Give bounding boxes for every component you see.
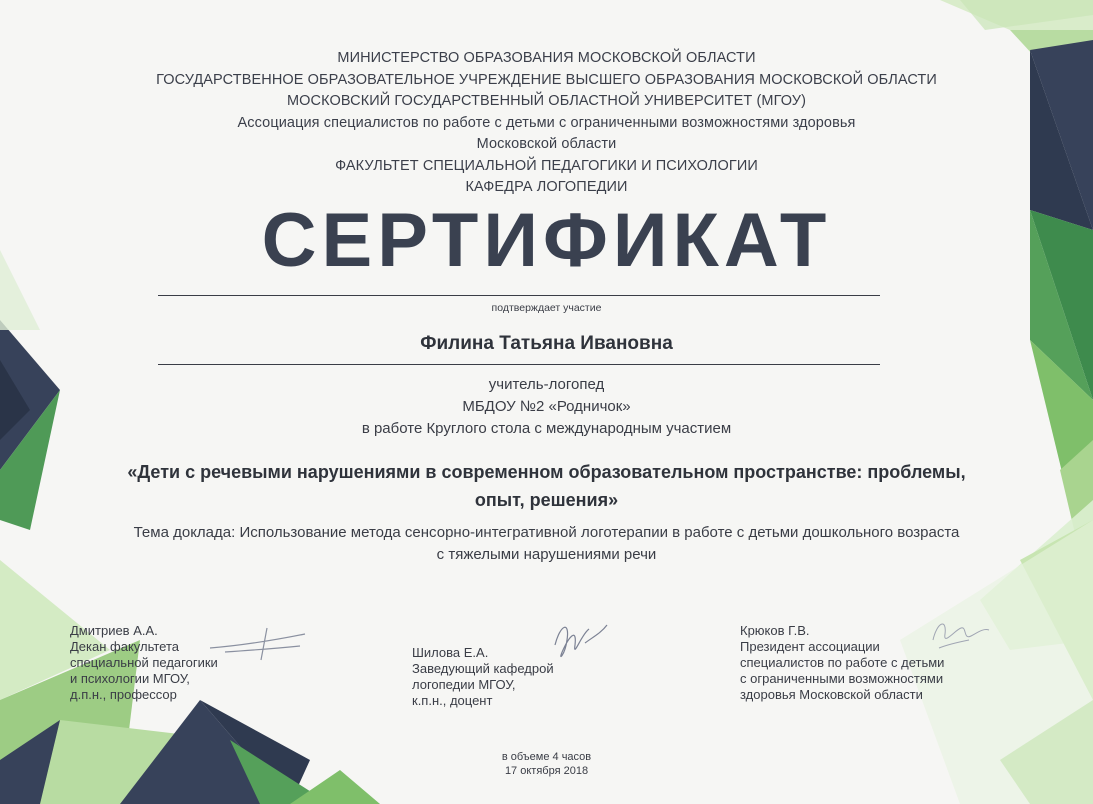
signatory-head [412, 645, 554, 709]
header-line: МОСКОВСКИЙ ГОСУДАРСТВЕННЫЙ ОБЛАСТНОЙ УНИВЕРСИТЕТ (МГОУ) [286, 93, 807, 109]
recipient-position: учитель-логопед [488, 376, 605, 393]
signatory-president [740, 623, 944, 703]
signatory-title-line: здоровья Московской области [740, 687, 923, 702]
signatory-title-line: специальной педагогики [70, 655, 218, 670]
issue-date: 17 октября 2018 [504, 765, 589, 777]
participation-block [0, 374, 1093, 440]
event-title-line: опыт, решения» [474, 490, 619, 510]
signature-president [925, 610, 995, 660]
signatory-title-line: специалистов по работе с детьми [740, 655, 945, 670]
footer-info [0, 750, 1093, 778]
signatory-title-line: и психологии МГОУ, [70, 671, 190, 686]
signatory-name: Дмитриев А.А. [70, 623, 158, 638]
signatory-title-line: Декан факультета [70, 639, 179, 654]
header-line: ФАКУЛЬТЕТ СПЕЦИАЛЬНОЙ ПЕДАГОГИКИ И ПСИХОЛОГИИ [335, 157, 758, 174]
signatory-title-line: д.п.н., профессор [70, 687, 177, 702]
header-line: Ассоциация специалистов по работе с детьми с ограниченными возможностями здоровья [237, 114, 856, 131]
hours-volume: в объеме 4 часов [501, 751, 592, 763]
recipient-organization: МБДОУ №2 «Родничок» [462, 398, 631, 415]
header-line: ГОСУДАРСТВЕННОЕ ОБРАЗОВАТЕЛЬНОЕ УЧРЕЖДЕНИЕ ВЫСШЕГО ОБРАЗОВАНИЯ МОСКОВСКОЙ ОБЛАСТИ [156, 71, 937, 88]
signatory-title-line: с ограниченными возможностями [740, 671, 944, 686]
confirm-text: подтверждает участие [491, 302, 602, 314]
signatory-title-line: к.п.н., доцент [412, 693, 493, 708]
event-title [0, 458, 1093, 514]
certificate-title: СЕРТИФИКАТ [261, 198, 832, 283]
topic-line: Тема доклада: Использование метода сенсорно-интегративной логотерапии в работе с детьми дошкольного возраста [133, 524, 960, 541]
signature-head [545, 615, 615, 670]
signature-dean [205, 620, 315, 665]
signatory-name: Крюков Г.В. [740, 623, 810, 638]
event-title-line: «Дети с речевыми нарушениями в современном образовательном пространстве: проблемы, [127, 462, 966, 482]
participation-text: в работе Круглого стола с международным участием [361, 420, 732, 437]
header-line: МИНИСТЕРСТВО ОБРАЗОВАНИЯ МОСКОВСКОЙ ОБЛАСТИ [337, 50, 756, 66]
report-topic [0, 522, 1093, 566]
divider-line [158, 364, 880, 365]
signatory-dean [70, 623, 218, 703]
signatory-title-line: Президент ассоциации [740, 639, 880, 654]
signatory-name: Шилова Е.А. [412, 645, 489, 660]
recipient-name: Филина Татьяна Ивановна [420, 333, 673, 354]
header-line: КАФЕДРА ЛОГОПЕДИИ [465, 179, 628, 195]
header-line: Московской области [476, 136, 617, 152]
signatory-title-line: Заведующий кафедрой [412, 661, 554, 676]
topic-line: с тяжелыми нарушениями речи [436, 546, 657, 563]
institution-header [0, 48, 1093, 199]
signatory-title-line: логопедии МГОУ, [412, 677, 516, 692]
divider-line [158, 295, 880, 296]
